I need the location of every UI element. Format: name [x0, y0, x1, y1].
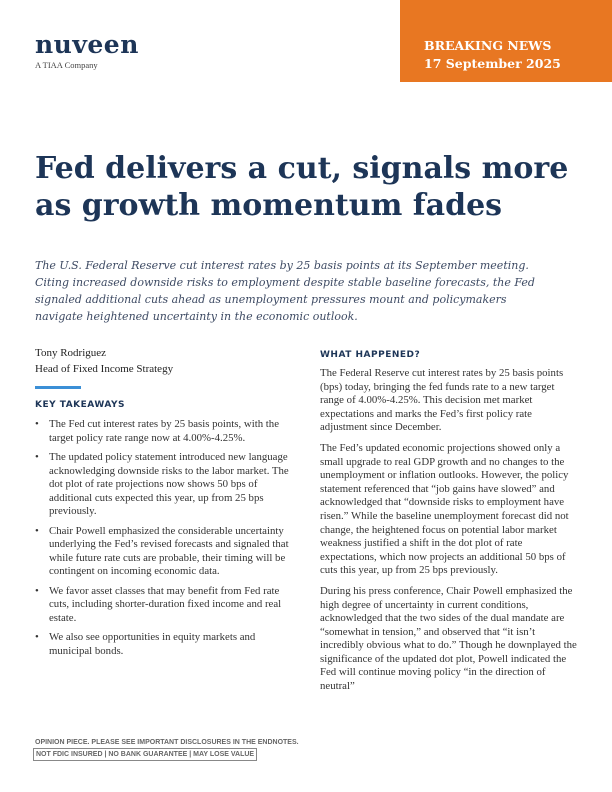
disclosure-note: OPINION PIECE. PLEASE SEE IMPORTANT DISCLOSURES IN THE ENDNOTES.	[35, 739, 299, 746]
body-paragraph: During his press conference, Chair Powell emphasized the high degree of uncertainty in current conditions, acknowledged that the two sides of the dual mandate are “somewhat in tension,” and observed that “it isn’t incredibly obvious what to do.” Though he downplayed the significance of the updated dot plot, Powell indicated the Fed will continue moving policy “in the direction of neutral”	[320, 584, 577, 693]
list-item: • We favor asset classes that may benefit from Fed rate cuts, including shorter-duration fixed income and real estate.	[35, 585, 300, 626]
what-happened-body	[320, 367, 578, 701]
key-takeaways-list	[35, 418, 300, 664]
what-happened-heading: WHAT HAPPENED?	[320, 350, 421, 360]
brand-tagline: A TIAA Company	[35, 60, 98, 70]
banner-label: BREAKING NEWS	[424, 38, 552, 53]
author-title: Head of Fixed Income Strategy	[35, 363, 174, 375]
list-item: • The Fed cut interest rates by 25 basis points, with the target policy rate range now at 4.00%-4.25%.	[35, 418, 300, 445]
body-paragraph: The Fed’s updated economic projections showed only a small upgrade to real GDP growth and no changes to the unemployment or inflation outlooks. However, the policy statement referenced that “job gains have slowed” and acknowledged that “downside risks to employment have risen.” While the baseline unemployment forecast did not change, the heightened focus on potential labor market weakness justified a shift in the dot plot of rate expectations, which now projects an additional 50 bps of cuts this year, up from 25 bps previously.	[320, 441, 569, 577]
brand-name: nuveen	[35, 30, 139, 59]
nuveen-logo	[35, 32, 139, 70]
intro-paragraph: The U.S. Federal Reserve cut interest rates by 25 basis points at its September meeting. Citing increased downside risks to employment despite stable baseline forecasts, the Fed signaled additional cuts ahead as unemployment pressures mount and policymakers navigate heightened uncertainty in the economic outlook.	[35, 259, 535, 323]
banner-date: 17 September 2025	[424, 56, 561, 71]
author-name: Tony Rodriguez	[35, 347, 107, 359]
author-block	[35, 345, 173, 377]
list-item: • Chair Powell emphasized the considerable uncertainty underlying the Fed’s revised forecasts and signaled that while future rate cuts are probable, their timing will be contingent on incoming economic data.	[35, 525, 300, 579]
key-takeaways-heading: KEY TAKEAWAYS	[35, 400, 125, 410]
list-item: • The updated policy statement introduced new language acknowledging downside risks to the labor market. The dot plot of rate projections now shows 50 bps of additional cuts expected this year, up from 25 bps previously.	[35, 451, 300, 519]
breaking-news-banner	[400, 0, 612, 82]
list-item: • We also see opportunities in equity markets and municipal bonds.	[35, 631, 300, 658]
accent-divider	[35, 386, 81, 389]
headline: Fed delivers a cut, signals more as growth momentum fades	[35, 151, 569, 223]
disclosure-footer	[35, 737, 299, 761]
fdic-disclaimer: NOT FDIC INSURED | NO BANK GUARANTEE | MAY LOSE VALUE	[33, 748, 257, 761]
body-paragraph: The Federal Reserve cut interest rates by 25 basis points (bps) today, bringing the fed funds rate to a new target range of 4.00%-4.25%. This decision met market expectations and marks the Fed’s first policy rate adjustment since December.	[320, 367, 564, 434]
